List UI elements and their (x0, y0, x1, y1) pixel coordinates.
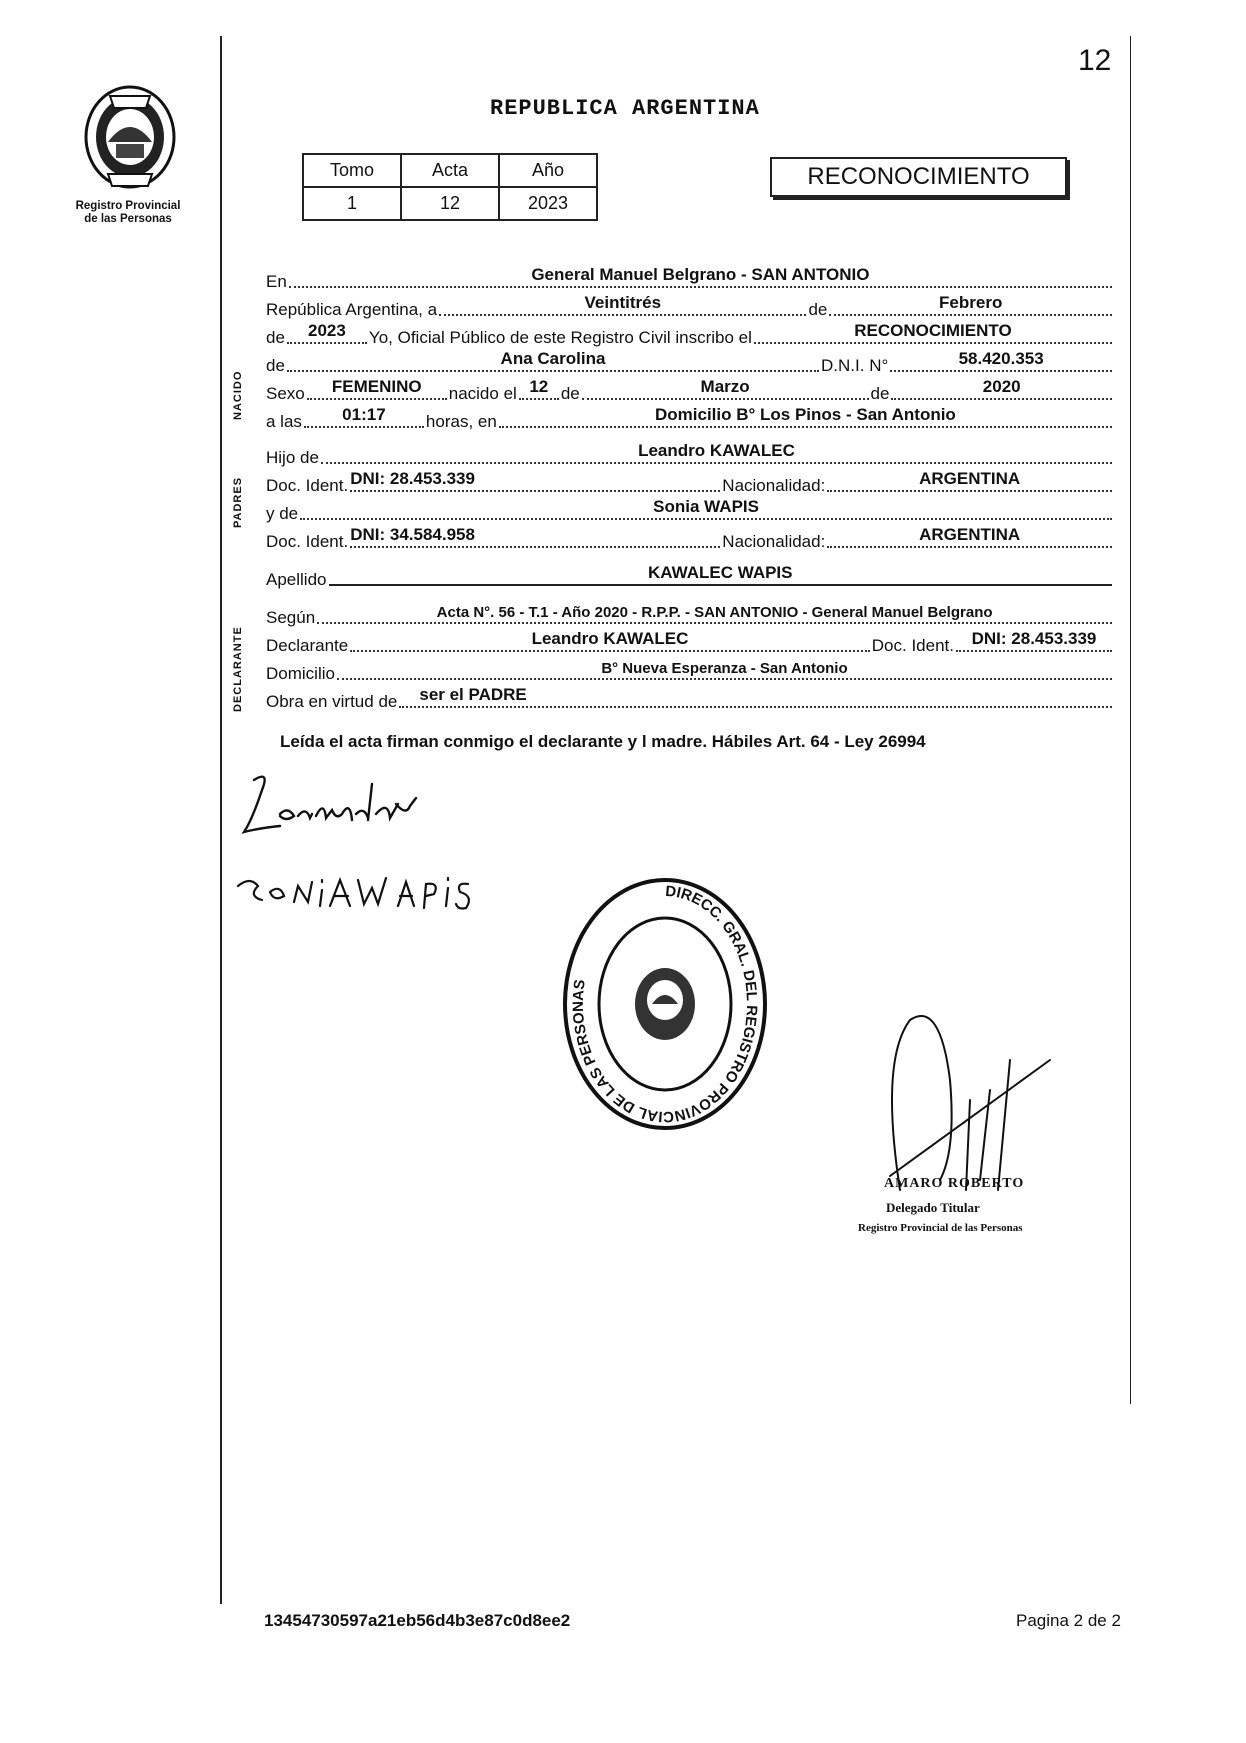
logo-caption (58, 200, 198, 226)
horas-label: horas, en (425, 412, 497, 431)
en-label: En (266, 272, 287, 291)
logo-caption-line1: Registro Provincial (75, 200, 181, 212)
dni-label: D.N.I. N° (821, 356, 889, 375)
official-title: Delegado Titular (886, 1200, 980, 1215)
signature-sonia-wapis (234, 866, 544, 931)
side-label-padres: PADRES (232, 476, 244, 528)
line-hijo (266, 441, 1114, 468)
segun-value: Acta N°. 56 - T.1 - Año 2020 - R.P.P. - SAN ANTONIO - General Manuel Belgrano (436, 604, 993, 621)
lugar-value: Domicilio B° Los Pinos - San Antonio (654, 405, 956, 424)
nac-de1-label: de (560, 384, 580, 403)
republica-label: República Argentina, a (266, 300, 438, 319)
de-label: de (808, 300, 828, 319)
line-nombre (266, 349, 1114, 376)
nombre-value: Ana Carolina (500, 349, 606, 368)
hora-value: 01:17 (342, 405, 386, 424)
dia-value: Veintitrés (584, 293, 662, 312)
inscribe-value: RECONOCIMIENTO (854, 321, 1012, 340)
madre-nac-value: ARGENTINA (919, 525, 1021, 544)
sexo-label: Sexo (266, 384, 305, 403)
stamp-outer-text: DIRECC. GRAL. DEL REGISTRO PROVINCIAL DE LAS PERSONAS (569, 882, 761, 1126)
segun-label: Según (266, 608, 316, 627)
domicilio-value: B° Nueva Esperanza - San Antonio (601, 660, 848, 677)
nac-mes-value: Marzo (700, 377, 750, 396)
line-declarante (266, 629, 1114, 656)
page-indicator: Pagina 2 de 2 (1016, 1611, 1121, 1630)
padre-nac-value: ARGENTINA (919, 469, 1021, 488)
left-margin-line (220, 36, 222, 1604)
decl-doc-value: DNI: 28.453.339 (971, 629, 1097, 648)
mes-value: Febrero (939, 293, 1003, 312)
line-sexo (266, 377, 1114, 404)
logo-caption-line2: de las Personas (84, 213, 172, 225)
line-hora (266, 405, 1114, 432)
document-hash: 13454730597a21eb56d4b3e87c0d8ee2 (264, 1611, 571, 1630)
apellido-value: KAWALEC WAPIS (647, 563, 793, 582)
anio-value: 2023 (308, 321, 346, 340)
sexo-value: FEMENINO (331, 377, 422, 396)
padre-docident-label: Doc. Ident. (266, 476, 349, 495)
padre-doc-value: DNI: 28.453.339 (350, 469, 475, 488)
hijo-label: Hijo de (266, 448, 319, 467)
declarante-label: Declarante (266, 636, 349, 655)
document-title: REPUBLICA ARGENTINA (490, 96, 760, 121)
ref-value-anio: 2023 (499, 187, 597, 220)
line-oficial (266, 321, 1114, 348)
dni-value: 58.420.353 (958, 349, 1044, 368)
ref-value-acta: 12 (401, 187, 499, 220)
declarante-value: Leandro KAWALEC (531, 629, 689, 648)
province-seal-logo (80, 82, 180, 197)
line-en (266, 265, 1114, 292)
padre-nacionalidad-label: Nacionalidad: (722, 476, 826, 495)
en-value: General Manuel Belgrano - SAN ANTONIO (531, 265, 870, 284)
signature-leandro (240, 770, 460, 845)
line-madre-doc (266, 525, 1114, 552)
right-margin-line (1130, 36, 1131, 1404)
nac-dia-value: 12 (529, 377, 549, 396)
decl-doc-label: Doc. Ident. (871, 636, 954, 655)
ref-value-tomo: 1 (303, 187, 401, 220)
official-office: Registro Provincial de las Personas (858, 1222, 1023, 1234)
side-label-nacido: NACIDO (232, 370, 244, 420)
apellido-label: Apellido (266, 570, 327, 589)
de-year-label: de (266, 328, 285, 347)
ref-header-anio: Año (499, 154, 597, 187)
official-signature (880, 1000, 1080, 1205)
line-obra (266, 685, 1114, 712)
madre-doc-value: DNI: 34.584.958 (350, 525, 475, 544)
line-madre (266, 497, 1114, 524)
closing-statement: Leída el acta firman conmigo el declarante y l madre. Hábiles Art. 64 - Ley 26994 (280, 732, 926, 751)
domicilio-label: Domicilio (266, 664, 335, 683)
line-republica (266, 293, 1114, 320)
side-label-declarante: DECLARANTE (232, 626, 244, 712)
nac-de2-label: de (870, 384, 890, 403)
page-number: 12 (1078, 44, 1112, 77)
nacido-label: nacido el (448, 384, 517, 403)
line-apellido (266, 563, 1114, 590)
line-domicilio (266, 660, 1114, 684)
official-name: AMARO ROBERTO (884, 1176, 1025, 1191)
line-padre-doc (266, 469, 1114, 496)
ref-header-acta: Acta (401, 154, 499, 187)
yde-label: y de (266, 504, 299, 523)
alas-label: a las (266, 412, 302, 431)
reference-table (302, 153, 598, 221)
padre-value: Leandro KAWALEC (638, 441, 795, 460)
oficial-text: Yo, Oficial Público de este Registro Civil inscribo el (368, 328, 752, 347)
madre-nacionalidad-label: Nacionalidad: (722, 532, 826, 551)
madre-value: Sonia WAPIS (653, 497, 759, 516)
obra-value: ser el PADRE (419, 685, 527, 704)
de2-label: de (266, 356, 285, 375)
act-type-box: RECONOCIMIENTO (770, 157, 1067, 197)
official-stamp (560, 876, 770, 1141)
ref-header-tomo: Tomo (303, 154, 401, 187)
obra-label: Obra en virtud de (266, 692, 398, 711)
nac-anio-value: 2020 (982, 377, 1021, 396)
line-segun (266, 604, 1114, 628)
madre-docident-label: Doc. Ident. (266, 532, 349, 551)
